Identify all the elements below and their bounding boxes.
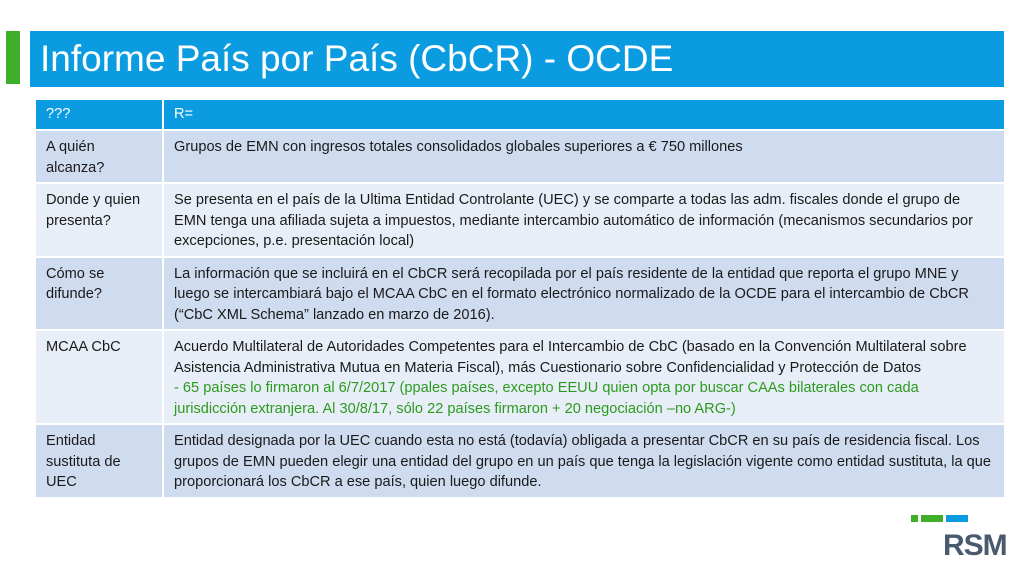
header-col-question: ??? — [36, 100, 163, 130]
info-table — [36, 100, 1004, 499]
table-header-row — [36, 100, 1004, 130]
row-label: Entidad sustituta de UEC — [36, 424, 163, 498]
table-row — [36, 130, 1004, 183]
table-row — [36, 183, 1004, 257]
row-label: Donde y quien presenta? — [36, 183, 163, 257]
row-text: Entidad designada por la UEC cuando esta no está (todavía) obligada a presentar CbCR en su país de residencia fiscal. Los grupos de EMN pueden elegir una entidad del grupo en un país que tenga la legislación vigente como entidad sustituta, la que proporcionará los CbCR a ese país, quien luego difunde. — [163, 424, 1004, 498]
row-label: MCAA CbC — [36, 330, 163, 424]
row-label: A quién alcanza? — [36, 130, 163, 183]
table-row — [36, 330, 1004, 424]
table-row — [36, 424, 1004, 498]
row-note: - 65 países lo firmaron al 6/7/2017 (ppales países, excepto EEUU quien opta por buscar CAAs bilaterales con cada jurisdicción extranjera. Al 30/8/17, sólo 22 países firmaron + 20 negociación –no ARG-) — [174, 380, 919, 417]
rsm-logo: RSM — [943, 529, 1007, 562]
table-row — [36, 257, 1004, 331]
row-text: Grupos de EMN con ingresos totales consolidados globales superiores a € 750 millones — [163, 130, 1004, 183]
title-accent-bar — [6, 31, 20, 84]
row-text: Se presenta en el país de la Ultima Entidad Controlante (UEC) y se comparte a todas las adm. fiscales donde el grupo de EMN tenga una afiliada sujeta a impuestos, mediante intercambio automático de información (mecanismos secundarios por excepciones, p.e. presentación local) — [163, 183, 1004, 257]
row-cell — [163, 330, 1004, 424]
row-label: Cómo se difunde? — [36, 257, 163, 331]
slide-title: Informe País por País (CbCR) - OCDE — [40, 38, 674, 79]
header-col-answer: R= — [163, 100, 1004, 130]
row-text: Acuerdo Multilateral de Autoridades Competentes para el Intercambio de CbC (basado en la Convención Multilateral sobre Asistencia Administrativa Mutua en Materia Fiscal), más Cuestionario sobre Confidencialidad y Protección de Datos — [174, 339, 967, 376]
row-text: La información que se incluirá en el CbCR será recopilada por el país residente de la entidad que reporta el grupo MNE y luego se intercambiará bajo el MCAA CbC en el formato electrónico normalizado de la OCDE para el intercambio de CbCR (“CbC XML Schema” lanzado en marzo de 2016). — [163, 257, 1004, 331]
